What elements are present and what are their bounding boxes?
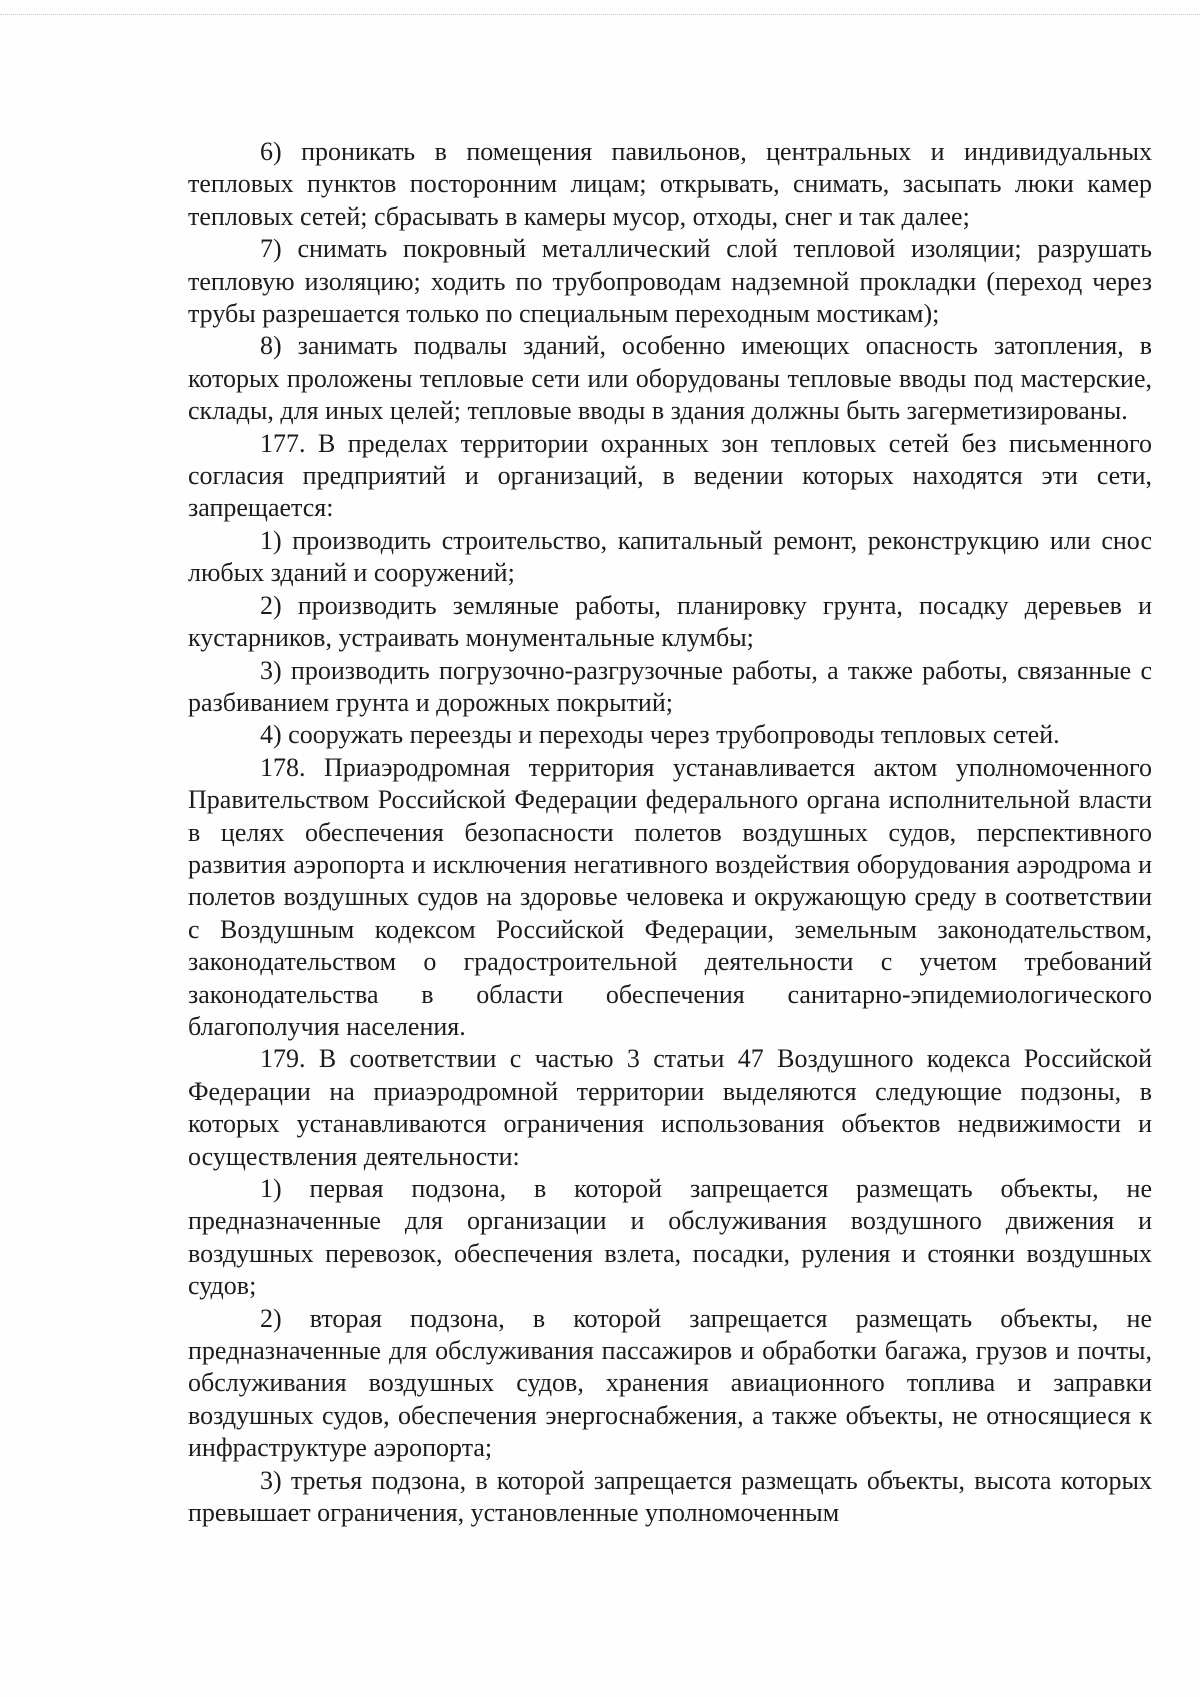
- paragraph-177-item-2: 2) производить земляные работы, планировку грунта, посадку деревьев и кустарников, устраивать монументальные клумбы;: [188, 590, 1152, 653]
- paragraph-item-8: 8) занимать подвалы зданий, особенно имеющих опасность затопления, в которых проложены тепловые сети или оборудованы тепловые вводы под мастерские, склады, для иных целей; тепловые вводы в здания должны быть загерметизированы.: [188, 331, 1152, 426]
- paragraph-177-item-1: 1) производить строительство, капитальный ремонт, реконструкцию или снос любых зданий и сооружений;: [188, 525, 1152, 588]
- paragraph-clause-179: 179. В соответствии с частью 3 статьи 47 Воздушного кодекса Российской Федерации на приаэродромной территории выделяются следующие подзоны, в которых устанавливаются ограничения использования объектов недвижимости и осуществления деятельности:: [188, 1044, 1152, 1171]
- paragraph-item-6: 6) проникать в помещения павильонов, центральных и индивидуальных тепловых пунктов посторонним лицам; открывать, снимать, засыпать люки камер тепловых сетей; сбрасывать в камеры мусор, отходы, снег и так далее;: [188, 137, 1152, 231]
- paragraph-177-item-3: 3) производить погрузочно-разгрузочные работы, а также работы, связанные с разбиванием грунта и дорожных покрытий;: [188, 655, 1152, 717]
- paragraph-179-item-3: 3) третья подзона, в которой запрещается размещать объекты, высота которых превышает ограничения, установленные уполномоченным: [188, 1465, 1152, 1528]
- paragraph-item-7: 7) снимать покровный металлический слой тепловой изоляции; разрушать тепловую изоляцию; ходить по трубопроводам надземной прокладки (переход через трубы разрешается только по специальным переходным мостикам);: [188, 234, 1152, 329]
- paragraph-clause-178: 178. Приаэродромная территория устанавливается актом уполномоченного Правительством Российской Федерации федерального органа исполнительной власти в целях обеспечения безопасности полетов воздушных судов, перспективного развития аэропорта и исключения негативного воздействия оборудования аэродрома и полетов воздушных судов на здоровье человека и окружающую среду в соответствии с Воздушным кодексом Российской Федерации, земельным законодательством, законодательством о градостроительной деятельности с учетом требований законодательства в области обеспечения санитарно-эпидемиологического благополучия населения.: [188, 752, 1152, 1041]
- paragraph-clause-177: 177. В пределах территории охранных зон тепловых сетей без письменного согласия предприятий и организаций, в ведении которых находятся эти сети, запрещается:: [188, 428, 1152, 523]
- scan-edge-line: [0, 14, 1200, 15]
- paragraph-179-item-1: 1) первая подзона, в которой запрещается размещать объекты, не предназначенные для организации и обслуживания воздушного движения и воздушных перевозок, обеспечения взлета, посадки, руления и стоянки воздушных судов;: [188, 1174, 1152, 1301]
- paragraph-177-item-4: 4) сооружать переезды и переходы через трубопроводы тепловых сетей.: [260, 720, 1060, 750]
- document-body: [188, 136, 1152, 1529]
- paragraph-179-item-2: 2) вторая подзона, в которой запрещается размещать объекты, не предназначенные для обслуживания пассажиров и обработки багажа, грузов и почты, обслуживания воздушных судов, хранения авиационного топлива и заправки воздушных судов, обеспечения энергоснабжения, а также объекты, не относящиеся к инфраструктуре аэропорта;: [188, 1303, 1152, 1463]
